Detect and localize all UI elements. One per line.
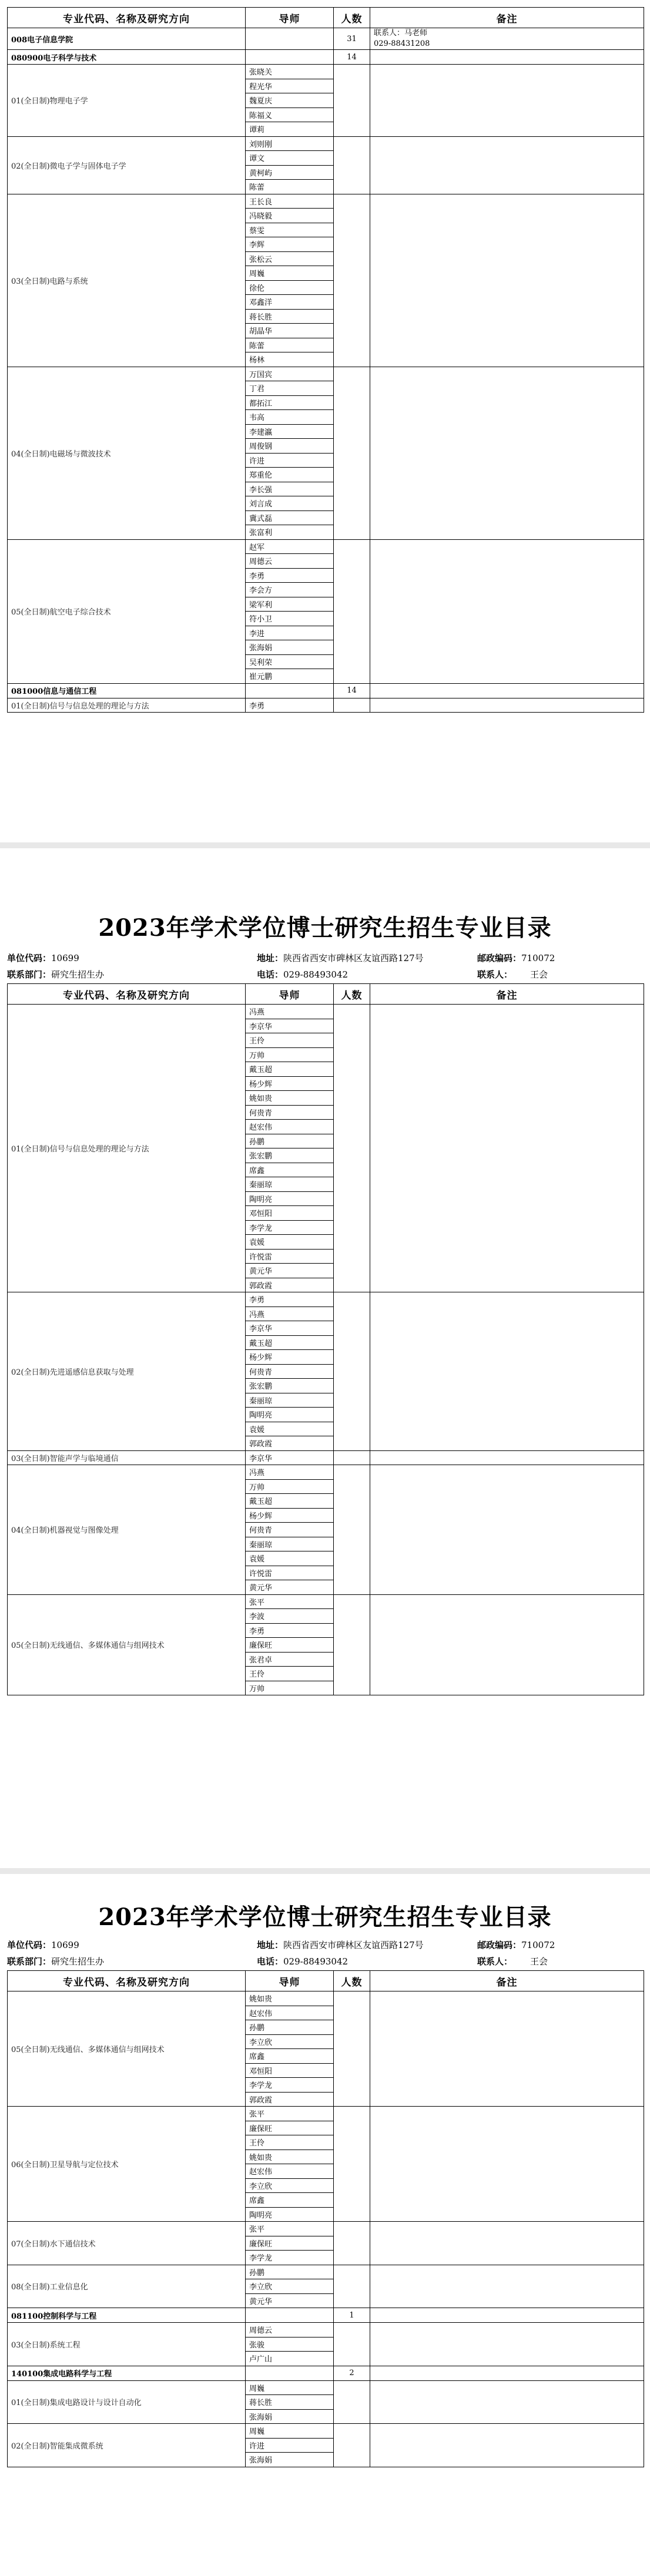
major-note (370, 683, 644, 698)
supervisor-name: 戴玉超 (246, 1062, 334, 1077)
direction-name: 01(全日制)信号与信息处理的理论与方法 (8, 698, 246, 713)
postal-label: 邮政编码： (477, 1940, 522, 1950)
supervisor-name: 李立欣 (246, 2178, 334, 2193)
table-row (8, 2424, 644, 2439)
note-cell-empty (370, 194, 644, 367)
count-cell-empty (334, 698, 370, 713)
supervisor-name: 黄元华 (246, 1580, 334, 1595)
supervisor-name: 黄柯屿 (246, 165, 334, 180)
note-cell-empty (370, 539, 644, 683)
note-cell-empty (370, 1991, 644, 2107)
direction-name: 03(全日制)电路与系统 (8, 194, 246, 367)
major-row (8, 2366, 644, 2380)
note-cell-empty (370, 2323, 644, 2366)
table-row (8, 1292, 644, 1307)
count-cell-empty (334, 194, 370, 367)
unit-info-row-1 (7, 952, 642, 965)
supervisor-name: 李立欣 (246, 2034, 334, 2049)
supervisor-name: 魏夏庆 (246, 93, 334, 108)
supervisor-name: 冯燕 (246, 1465, 334, 1480)
supervisor-name: 姚如贵 (246, 1991, 334, 2006)
count-cell-empty (334, 2222, 370, 2265)
phone-label: 电话： (257, 1956, 284, 1967)
supervisor-name: 廉保旺 (246, 2236, 334, 2251)
col-major-header: 专业代码、名称及研究方向 (8, 984, 246, 1005)
page-title: 2023年学术学位博士研究生招生专业目录 (98, 914, 552, 942)
supervisor-name: 都拓江 (246, 395, 334, 410)
table-row (8, 2323, 644, 2337)
supervisor-name: 程光华 (246, 79, 334, 93)
supervisor-name: 戴玉超 (246, 1335, 334, 1350)
phone-label: 电话： (257, 969, 284, 980)
note-cell-empty (370, 2265, 644, 2308)
direction-name: 02(全日制)先进遥感信息获取与处理 (8, 1292, 246, 1451)
supervisor-name: 蒋长胜 (246, 309, 334, 324)
major-note (370, 2308, 644, 2323)
college-name: 008电子信息学院 (8, 28, 246, 50)
table-row (8, 367, 644, 381)
supervisor-name: 万帅 (246, 1047, 334, 1062)
contact-value: 王会 (530, 969, 548, 980)
count-cell-empty (334, 136, 370, 194)
supervisor-name: 蒋长胜 (246, 2395, 334, 2410)
page-3 (0, 1878, 650, 2576)
major-note (370, 50, 644, 65)
col-supervisor-header: 导师 (246, 8, 334, 28)
table-row (8, 2222, 644, 2236)
supervisor-name: 杨少辉 (246, 1508, 334, 1523)
postal-value: 710072 (521, 953, 555, 963)
supervisor-name: 张平 (246, 2107, 334, 2121)
major-count: 14 (334, 683, 370, 698)
supervisor-name: 何贵青 (246, 1364, 334, 1379)
address-label: 地址： (257, 953, 284, 963)
supervisor-name: 李勇 (246, 568, 334, 583)
table-row (8, 1450, 644, 1465)
supervisor-name: 黄元华 (246, 1264, 334, 1278)
direction-name: 01(全日制)信号与信息处理的理论与方法 (8, 1005, 246, 1292)
col-note-header: 备注 (370, 984, 644, 1005)
note-cell-empty (370, 2380, 644, 2424)
supervisor-name: 李辉 (246, 237, 334, 252)
major-row (8, 683, 644, 698)
table-row (8, 2380, 644, 2395)
supervisor-cell-empty (246, 28, 334, 50)
catalog-table-2 (7, 983, 644, 1695)
major-name: 081100控制科学与工程 (8, 2308, 246, 2323)
supervisor-name: 李勇 (246, 1623, 334, 1638)
college-count: 31 (334, 28, 370, 50)
supervisor-name: 杨少辉 (246, 1350, 334, 1365)
count-cell-empty (334, 1465, 370, 1595)
supervisor-name: 刘则刚 (246, 136, 334, 151)
catalog-table-1 (7, 7, 644, 713)
supervisor-name: 王长良 (246, 194, 334, 209)
supervisor-name: 万帅 (246, 1479, 334, 1494)
direction-name: 05(全日制)无线通信、多媒体通信与组网技术 (8, 1991, 246, 2107)
table-header (8, 984, 644, 1005)
supervisor-name: 何贵青 (246, 1105, 334, 1120)
supervisor-name: 袁媛 (246, 1235, 334, 1250)
supervisor-name: 崔元鹏 (246, 669, 334, 684)
note-cell-empty (370, 1465, 644, 1595)
count-cell-empty (334, 65, 370, 137)
table-row (8, 539, 644, 554)
supervisor-name: 蔡雯 (246, 223, 334, 237)
supervisor-name: 张平 (246, 2222, 334, 2236)
page-gap (0, 1868, 650, 1874)
unit-code-label: 单位代码： (7, 1940, 52, 1950)
address-value: 陕西省西安市碑林区友谊西路127号 (283, 1940, 424, 1950)
col-supervisor-header: 导师 (246, 1971, 334, 1991)
col-count-header: 人数 (334, 984, 370, 1005)
supervisor-name: 席鑫 (246, 2193, 334, 2208)
supervisor-name: 许悦雷 (246, 1249, 334, 1264)
table-row (8, 1005, 644, 1019)
supervisor-name: 姚如贵 (246, 1091, 334, 1106)
page-gap (0, 842, 650, 848)
supervisor-name: 吴利荣 (246, 654, 334, 669)
unit-code-label: 单位代码： (7, 953, 52, 963)
supervisor-name: 赵宏伟 (246, 2006, 334, 2020)
supervisor-name: 李京华 (246, 1450, 334, 1465)
col-count-header: 人数 (334, 1971, 370, 1991)
supervisor-name: 张松云 (246, 251, 334, 266)
supervisor-name: 袁媛 (246, 1422, 334, 1436)
supervisor-name: 邓恒阳 (246, 1206, 334, 1221)
supervisor-name: 张君卓 (246, 1652, 334, 1667)
table-row (8, 698, 644, 713)
major-name: 140100集成电路科学与工程 (8, 2366, 246, 2380)
count-cell-empty (334, 367, 370, 539)
supervisor-name: 郭政霞 (246, 2092, 334, 2107)
supervisor-name: 袁媛 (246, 1551, 334, 1566)
table-header (8, 8, 644, 28)
direction-name: 04(全日制)机器视觉与图像处理 (8, 1465, 246, 1595)
supervisor-name: 万国宾 (246, 367, 334, 381)
note-cell-empty (370, 1450, 644, 1465)
col-count-header: 人数 (334, 8, 370, 28)
address-label: 地址： (257, 1940, 284, 1950)
supervisor-name: 张海娟 (246, 2453, 334, 2467)
supervisor-name: 席鑫 (246, 2049, 334, 2064)
supervisor-name: 李建瀛 (246, 424, 334, 439)
count-cell-empty (334, 2323, 370, 2366)
supervisor-name: 陈福义 (246, 108, 334, 122)
note-cell-empty (370, 1005, 644, 1292)
supervisor-name: 李学龙 (246, 2078, 334, 2093)
col-major-header: 专业代码、名称及研究方向 (8, 1971, 246, 1991)
supervisor-name: 张晓关 (246, 65, 334, 79)
supervisor-name: 廉保旺 (246, 2121, 334, 2135)
table-row (8, 2107, 644, 2121)
unit-info-row-2 (7, 1955, 642, 1968)
supervisor-cell-empty (246, 2366, 334, 2380)
supervisor-name: 陶明亮 (246, 1191, 334, 1206)
note-cell-empty (370, 1594, 644, 1695)
supervisor-name: 陶明亮 (246, 2207, 334, 2222)
supervisor-name: 张宏鹏 (246, 1148, 334, 1163)
supervisor-name: 胡晶华 (246, 324, 334, 338)
unit-info-row-1 (7, 1939, 642, 1952)
dept-label: 联系部门： (7, 1956, 52, 1967)
supervisor-name: 杨林 (246, 352, 334, 367)
direction-name: 08(全日制)工业信息化 (8, 2265, 246, 2308)
supervisor-name: 秦丽琼 (246, 1537, 334, 1551)
college-note (370, 28, 644, 50)
table-row (8, 136, 644, 151)
col-supervisor-header: 导师 (246, 984, 334, 1005)
note-cell-empty (370, 1292, 644, 1451)
count-cell-empty (334, 539, 370, 683)
supervisor-cell-empty (246, 2308, 334, 2323)
direction-name: 05(全日制)无线通信、多媒体通信与组网技术 (8, 1594, 246, 1695)
note-cell-empty (370, 2222, 644, 2265)
supervisor-name: 李京华 (246, 1019, 334, 1033)
college-row (8, 28, 644, 50)
supervisor-name: 李长强 (246, 482, 334, 496)
supervisor-name: 李学龙 (246, 2251, 334, 2265)
count-cell-empty (334, 2107, 370, 2222)
supervisor-name: 陶明亮 (246, 1408, 334, 1422)
supervisor-name: 丁君 (246, 381, 334, 396)
table-header (8, 1971, 644, 1991)
supervisor-name: 周巍 (246, 2424, 334, 2439)
supervisor-name: 廉保旺 (246, 1638, 334, 1653)
supervisor-name: 许进 (246, 453, 334, 468)
supervisor-name: 许悦雷 (246, 1566, 334, 1580)
supervisor-name: 卢广山 (246, 2352, 334, 2366)
supervisor-name: 冯燕 (246, 1307, 334, 1321)
phone-value: 029-88493042 (283, 1956, 349, 1967)
col-note-header: 备注 (370, 1971, 644, 1991)
supervisor-name: 韦高 (246, 410, 334, 425)
supervisor-name: 谭文 (246, 151, 334, 166)
supervisor-name: 郭政霞 (246, 1278, 334, 1292)
supervisor-name: 谭莉 (246, 122, 334, 137)
supervisor-name: 梁军利 (246, 597, 334, 612)
direction-name: 07(全日制)水下通信技术 (8, 2222, 246, 2265)
supervisor-name: 万帅 (246, 1681, 334, 1695)
table-row (8, 2265, 644, 2279)
supervisor-name: 李会方 (246, 583, 334, 597)
note-line: 联系人：马老师 (374, 29, 428, 38)
supervisor-name: 赵宏伟 (246, 1120, 334, 1134)
supervisor-name: 邓恒阳 (246, 2063, 334, 2078)
supervisor-name: 郭政霞 (246, 1436, 334, 1451)
supervisor-name: 周德云 (246, 554, 334, 569)
contact-label: 联系人： (477, 1956, 513, 1967)
supervisor-name: 周俊钢 (246, 439, 334, 454)
phone-value: 029-88493042 (283, 969, 349, 980)
supervisor-name: 李京华 (246, 1321, 334, 1336)
address-value: 陕西省西安市碑林区友谊西路127号 (283, 953, 424, 963)
direction-name: 01(全日制)集成电路设计与设计自动化 (8, 2380, 246, 2424)
supervisor-name: 周德云 (246, 2323, 334, 2337)
supervisor-cell-empty (246, 50, 334, 65)
supervisor-name: 陈蕾 (246, 338, 334, 352)
unit-code-value: 10699 (51, 1940, 79, 1950)
supervisor-name: 郑重伦 (246, 468, 334, 482)
major-row (8, 50, 644, 65)
direction-name: 03(全日制)智能声学与临境通信 (8, 1450, 246, 1465)
supervisor-name: 王伶 (246, 2135, 334, 2150)
supervisor-name: 孙鹏 (246, 1134, 334, 1148)
supervisor-name: 邓鑫洋 (246, 295, 334, 310)
page-title: 2023年学术学位博士研究生招生专业目录 (98, 1903, 552, 1931)
supervisor-name: 周巍 (246, 266, 334, 281)
major-row (8, 2308, 644, 2323)
table-row (8, 1594, 644, 1609)
supervisor-name: 张宏鹏 (246, 1379, 334, 1393)
direction-name: 02(全日制)微电子学与固体电子学 (8, 136, 246, 194)
note-line: 029-88431208 (374, 39, 430, 48)
supervisor-name: 刘言成 (246, 496, 334, 511)
page-1 (0, 0, 650, 840)
direction-name: 06(全日制)卫星导航与定位技术 (8, 2107, 246, 2222)
direction-name: 03(全日制)系统工程 (8, 2323, 246, 2366)
note-cell-empty (370, 65, 644, 137)
supervisor-name: 李立欣 (246, 2279, 334, 2294)
postal-label: 邮政编码： (477, 953, 522, 963)
table-row (8, 65, 644, 79)
supervisor-name: 赵宏伟 (246, 2164, 334, 2179)
count-cell-empty (334, 2424, 370, 2467)
supervisor-name: 冯晓毅 (246, 209, 334, 223)
supervisor-name: 冯燕 (246, 1005, 334, 1019)
count-cell-empty (334, 1450, 370, 1465)
note-cell-empty (370, 367, 644, 539)
direction-name: 01(全日制)物理电子学 (8, 65, 246, 137)
major-name: 080900电子科学与技术 (8, 50, 246, 65)
supervisor-name: 冀式磊 (246, 511, 334, 525)
supervisor-name: 王伶 (246, 1667, 334, 1681)
postal-value: 710072 (521, 1940, 555, 1950)
direction-name: 05(全日制)航空电子综合技术 (8, 539, 246, 683)
supervisor-name: 李进 (246, 626, 334, 640)
supervisor-name: 戴玉超 (246, 1494, 334, 1509)
col-major-header: 专业代码、名称及研究方向 (8, 8, 246, 28)
supervisor-name: 张骏 (246, 2337, 334, 2352)
table-row (8, 194, 644, 209)
supervisor-name: 孙鹏 (246, 2265, 334, 2279)
table-row (8, 1991, 644, 2006)
supervisor-name: 王伶 (246, 1033, 334, 1048)
dept-value: 研究生招生办 (51, 1956, 105, 1967)
supervisor-name: 许进 (246, 2438, 334, 2453)
dept-value: 研究生招生办 (51, 969, 105, 980)
supervisor-name: 李学龙 (246, 1220, 334, 1235)
count-cell-empty (334, 1594, 370, 1695)
contact-label: 联系人： (477, 969, 513, 980)
note-cell-empty (370, 2107, 644, 2222)
catalog-table-3 (7, 1970, 644, 2467)
supervisor-name: 李波 (246, 1609, 334, 1624)
direction-name: 04(全日制)电磁场与微波技术 (8, 367, 246, 539)
supervisor-name: 姚如贵 (246, 2150, 334, 2164)
supervisor-name: 李勇 (246, 1292, 334, 1307)
supervisor-name: 秦丽琼 (246, 1393, 334, 1408)
direction-name: 02(全日制)智能集成微系统 (8, 2424, 246, 2467)
note-cell-empty (370, 698, 644, 713)
major-note (370, 2366, 644, 2380)
supervisor-name: 赵军 (246, 539, 334, 554)
supervisor-name: 张平 (246, 1594, 334, 1609)
count-cell-empty (334, 1991, 370, 2107)
supervisor-name: 席鑫 (246, 1163, 334, 1177)
supervisor-name: 符小卫 (246, 612, 334, 626)
count-cell-empty (334, 2380, 370, 2424)
supervisor-name: 周巍 (246, 2380, 334, 2395)
contact-value: 王会 (530, 1956, 548, 1967)
note-cell-empty (370, 136, 644, 194)
major-count: 1 (334, 2308, 370, 2323)
supervisor-name: 张海娟 (246, 2409, 334, 2424)
unit-code-value: 10699 (51, 953, 79, 963)
unit-info-row-2 (7, 968, 642, 981)
supervisor-name: 黄元华 (246, 2293, 334, 2308)
table-row (8, 1465, 644, 1480)
dept-label: 联系部门： (7, 969, 52, 980)
supervisor-name: 徐伦 (246, 280, 334, 295)
supervisor-name: 何贵青 (246, 1523, 334, 1537)
supervisor-name: 孙鹏 (246, 2020, 334, 2035)
major-name: 081000信息与通信工程 (8, 683, 246, 698)
supervisor-name: 张富利 (246, 525, 334, 540)
page-2 (0, 852, 650, 1868)
supervisor-name: 杨少辉 (246, 1076, 334, 1091)
major-count: 14 (334, 50, 370, 65)
supervisor-name: 陈蕾 (246, 180, 334, 194)
note-cell-empty (370, 2424, 644, 2467)
supervisor-name: 张海娟 (246, 640, 334, 655)
supervisor-cell-empty (246, 683, 334, 698)
count-cell-empty (334, 1005, 370, 1292)
count-cell-empty (334, 1292, 370, 1451)
supervisor-name: 秦丽琼 (246, 1177, 334, 1192)
col-note-header: 备注 (370, 8, 644, 28)
major-count: 2 (334, 2366, 370, 2380)
count-cell-empty (334, 2265, 370, 2308)
supervisor-name: 李勇 (246, 698, 334, 713)
